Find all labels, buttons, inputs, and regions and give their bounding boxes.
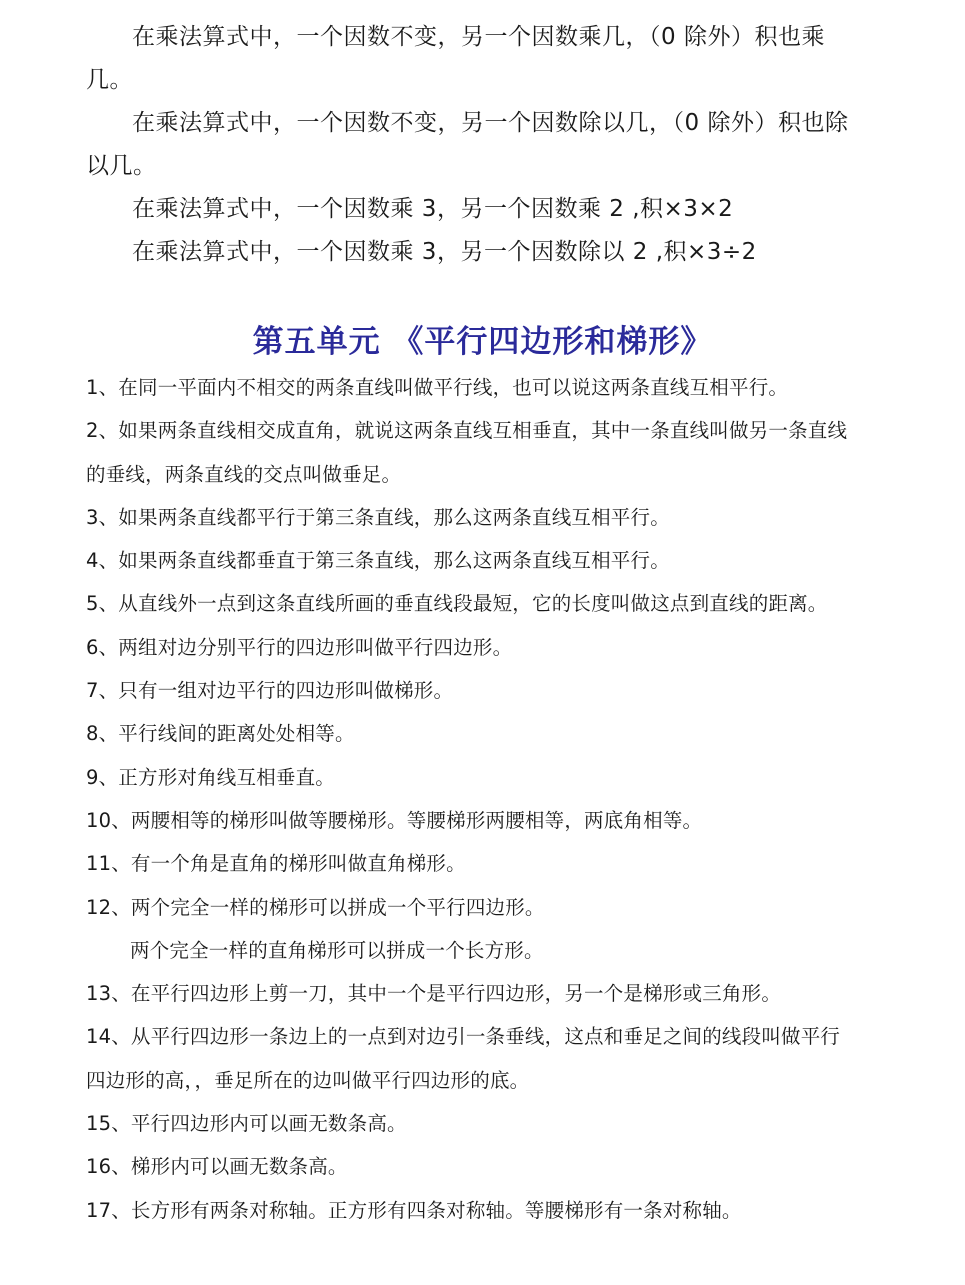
intro-paragraph: 在乘法算式中，一个因数不变，另一个因数乘几，（0 除外）积也乘几。 [86,24,825,93]
section-title: 第五单元 《平行四边形和梯形》 [252,324,713,360]
list-item: 16、梯形内可以画无数条高。 [86,1155,348,1179]
list-item: 15、平行四边形内可以画无数条高。 [86,1112,407,1136]
intro-paragraphs [86,16,856,274]
list-item: 17、长方形有两条对称轴。正方形有四条对称轴。等腰梯形有一条对称轴。 [86,1198,742,1222]
list-item: 13、在平行四边形上剪一刀，其中一个是平行四边形，另一个是梯形或三角形。 [86,982,782,1006]
list-item: 6、两组对边分别平行的四边形叫做平行四边形。 [86,635,513,659]
list-item: 10、两腰相等的梯形叫做等腰梯形。等腰梯形两腰相等，两底角相等。 [86,808,703,832]
intro-paragraph: 在乘法算式中，一个因数不变，另一个因数除以几，（0 除外）积也除以几。 [86,110,849,179]
list-item: 12、两个完全一样的梯形可以拼成一个平行四边形。 [86,895,545,919]
list-item: 3、如果两条直线都平行于第三条直线，那么这两条直线互相平行。 [86,505,670,529]
intro-paragraph: 在乘法算式中，一个因数乘 3，另一个因数乘 2 ,积×3×2 [132,196,734,222]
list-item: 1、在同一平面内不相交的两条直线叫做平行线，也可以说这两条直线互相平行。 [86,376,789,399]
list-item: 4、如果两条直线都垂直于第三条直线，那么这两条直线互相平行。 [86,549,670,573]
list-item: 5、从直线外一点到这条直线所画的垂直线段最短，它的长度叫做这点到直线的距离。 [86,592,828,616]
list-item: 9、正方形对角线互相垂直。 [86,765,336,789]
list-item: 8、平行线间的距离处处相等。 [86,722,355,746]
list-item-continuation: 两个完全一样的直角梯形可以拼成一个长方形。 [130,938,544,962]
rules-list [86,366,856,1232]
list-item: 2、如果两条直线相交成直角，就说这两条直线互相垂直，其中一条直线叫做另一条直线的垂线，两条直线的交点叫做垂足。 [86,419,848,486]
list-item: 7、只有一组对边平行的四边形叫做梯形。 [86,679,454,703]
list-item: 14、从平行四边形一条边上的一点到对边引一条垂线，这点和垂足之间的线段叫做平行四边形的高，，垂足所在的边叫做平行四边形的底。 [86,1025,841,1092]
list-item: 11、有一个角是直角的梯形叫做直角梯形。 [86,852,466,876]
intro-paragraph: 在乘法算式中，一个因数乘 3，另一个因数除以 2 ,积×3÷2 [132,239,757,265]
